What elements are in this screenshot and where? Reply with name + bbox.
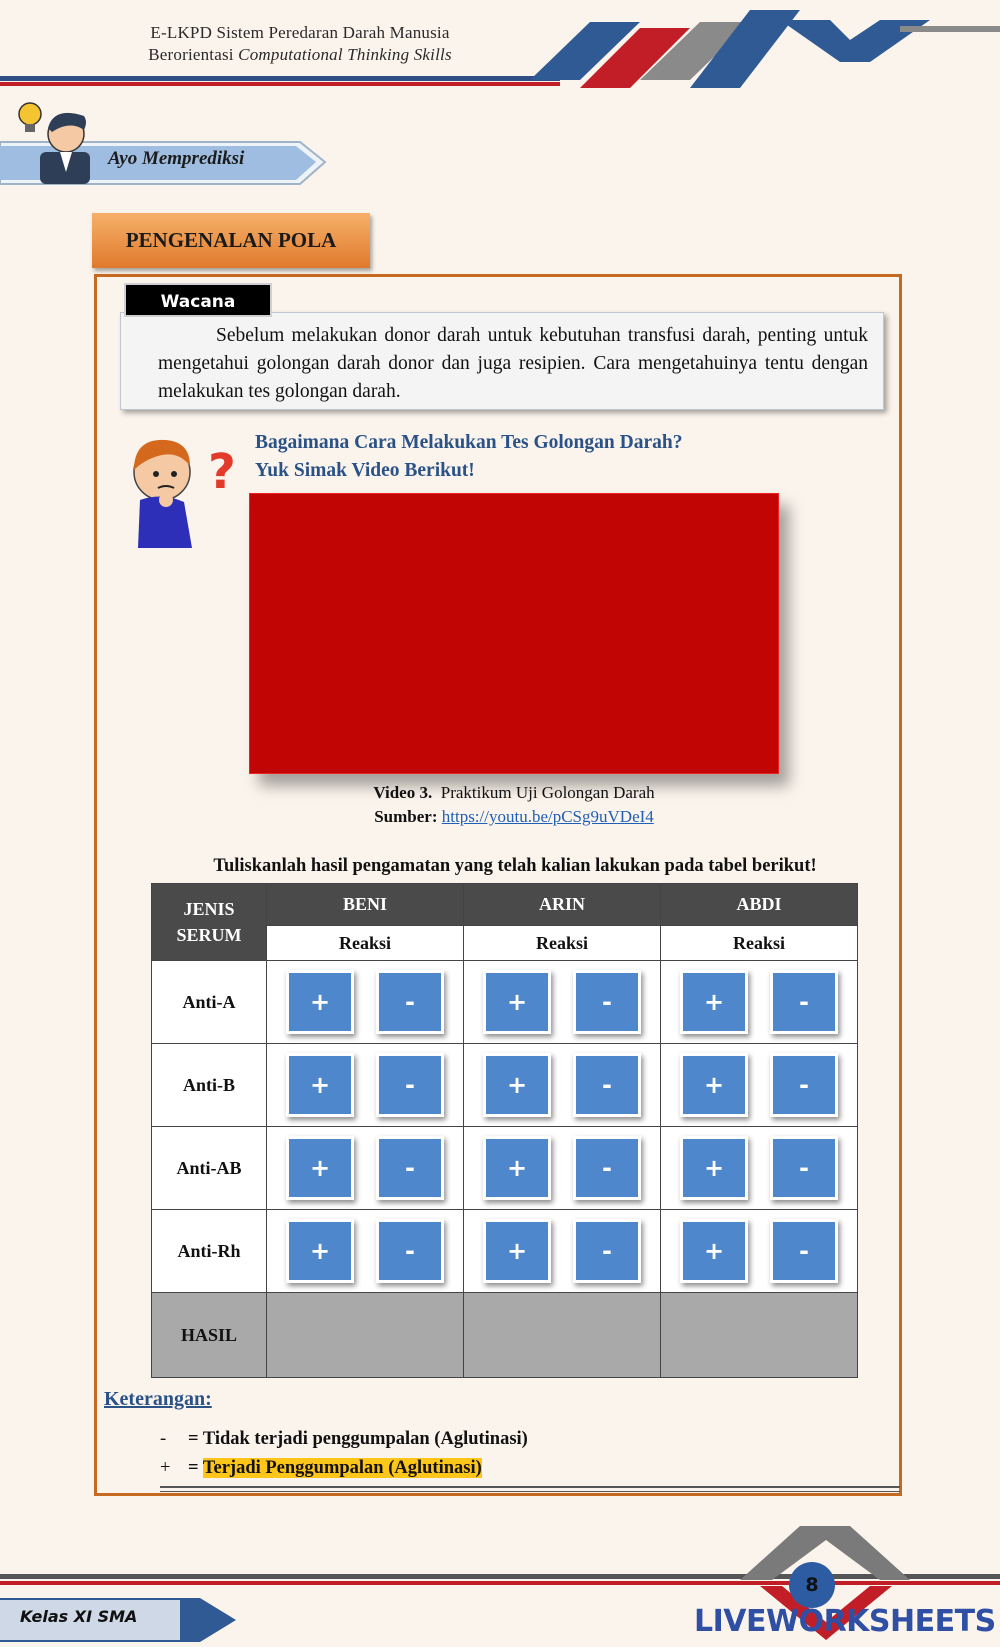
hasil-row [152, 1293, 858, 1378]
minus-button[interactable]: - [376, 1053, 444, 1117]
legend-plus: + = Terjadi Penggumpalan (Aglutinasi) [160, 1458, 482, 1478]
thinking-boy-icon [122, 430, 242, 555]
lightbulb-icon [19, 103, 41, 132]
legend-title: Keterangan: [104, 1388, 212, 1410]
reaction-cell [267, 1127, 464, 1210]
plus-button[interactable]: + [483, 1136, 551, 1200]
minus-button[interactable]: - [376, 970, 444, 1034]
reaction-cell [267, 1210, 464, 1293]
legend-minus: - = Tidak terjadi penggumpalan (Aglutinasi) [160, 1429, 528, 1449]
video-player[interactable] [249, 493, 779, 774]
page-number: 8 [789, 1562, 835, 1608]
minus-button[interactable]: - [770, 1053, 838, 1117]
minus-button[interactable]: - [573, 1136, 641, 1200]
plus-button[interactable]: + [483, 970, 551, 1034]
reaction-cell [661, 1210, 858, 1293]
reaction-cell [267, 961, 464, 1044]
minus-button[interactable]: - [770, 1136, 838, 1200]
reaksi-header: Reaksi [267, 926, 464, 961]
reaction-cell [661, 1127, 858, 1210]
svg-text:?: ? [208, 444, 236, 500]
plus-button[interactable]: + [680, 970, 748, 1034]
minus-button[interactable]: - [573, 970, 641, 1034]
reaction-cell [464, 1044, 661, 1127]
plus-button[interactable]: + [680, 1219, 748, 1283]
hasil-input-abdi[interactable] [661, 1293, 858, 1378]
person-header-arin: ARIN [464, 884, 661, 926]
observation-table [151, 883, 858, 1378]
serum-label: Anti-Rh [152, 1210, 267, 1293]
wacana-text: Sebelum melakukan donor darah untuk kebutuhan transfusi darah, penting untuk mengetahui golongan darah donor dan juga resipien. Cara mengetahuinya tentu dengan melakukan tes golongan darah. [158, 325, 868, 402]
plus-button[interactable]: + [680, 1136, 748, 1200]
plus-button[interactable]: + [286, 1136, 354, 1200]
wacana-tag: Wacana [124, 283, 272, 317]
video-source: Sumber: https://youtu.be/pCSg9uVDeI4 [374, 807, 654, 826]
person-header-beni: BENI [267, 884, 464, 926]
divider [160, 1486, 900, 1488]
reaction-cell [661, 1044, 858, 1127]
minus-button[interactable]: - [376, 1219, 444, 1283]
header-title-line1: E-LKPD Sistem Peredaran Darah Manusia [150, 23, 450, 42]
document-header [100, 22, 500, 66]
plus-button[interactable]: + [286, 1053, 354, 1117]
serum-label: Anti-AB [152, 1127, 267, 1210]
reaksi-header: Reaksi [661, 926, 858, 961]
class-label: Kelas XI SMA [20, 1607, 138, 1626]
minus-button[interactable]: - [573, 1219, 641, 1283]
table-row [152, 1210, 858, 1293]
corner-header: JENIS SERUM [152, 884, 267, 961]
section-banner [0, 92, 340, 192]
section-title: PENGENALAN POLA [92, 213, 370, 268]
question-title: Bagaimana Cara Melakukan Tes Golongan Darah? [255, 432, 683, 453]
serum-label: Anti-B [152, 1044, 267, 1127]
plus-button[interactable]: + [286, 1219, 354, 1283]
section-banner-label: Ayo Memprediksi [108, 148, 245, 169]
table-instruction: Tuliskanlah hasil pengamatan yang telah kalian lakukan pada tabel berikut! [213, 856, 817, 876]
video-source-link[interactable]: https://youtu.be/pCSg9uVDeI4 [441, 807, 654, 826]
person-header-abdi: ABDI [661, 884, 858, 926]
minus-button[interactable]: - [770, 1219, 838, 1283]
plus-button[interactable]: + [286, 970, 354, 1034]
minus-button[interactable]: - [376, 1136, 444, 1200]
reaction-cell [464, 1127, 661, 1210]
reaction-cell [464, 961, 661, 1044]
plus-button[interactable]: + [483, 1219, 551, 1283]
reaction-cell [267, 1044, 464, 1127]
reaction-cell [661, 961, 858, 1044]
reaction-cell [464, 1210, 661, 1293]
reaksi-header: Reaksi [464, 926, 661, 961]
hasil-input-arin[interactable] [464, 1293, 661, 1378]
divider [160, 1491, 900, 1492]
hasil-label: HASIL [152, 1293, 267, 1378]
plus-button[interactable]: + [680, 1053, 748, 1117]
question-subtitle: Yuk Simak Video Berikut! [255, 460, 475, 481]
hasil-input-beni[interactable] [267, 1293, 464, 1378]
plus-button[interactable]: + [483, 1053, 551, 1117]
video-caption: Video 3. Praktikum Uji Golongan Darah [373, 783, 655, 802]
table-row [152, 1127, 858, 1210]
table-row [152, 961, 858, 1044]
header-title-line2: Berorientasi Computational Thinking Skills [148, 45, 452, 64]
minus-button[interactable]: - [770, 970, 838, 1034]
liveworksheets-logo: LIVEWORKSHEETS [694, 1604, 996, 1639]
serum-label: Anti-A [152, 961, 267, 1044]
minus-button[interactable]: - [573, 1053, 641, 1117]
table-row [152, 1044, 858, 1127]
